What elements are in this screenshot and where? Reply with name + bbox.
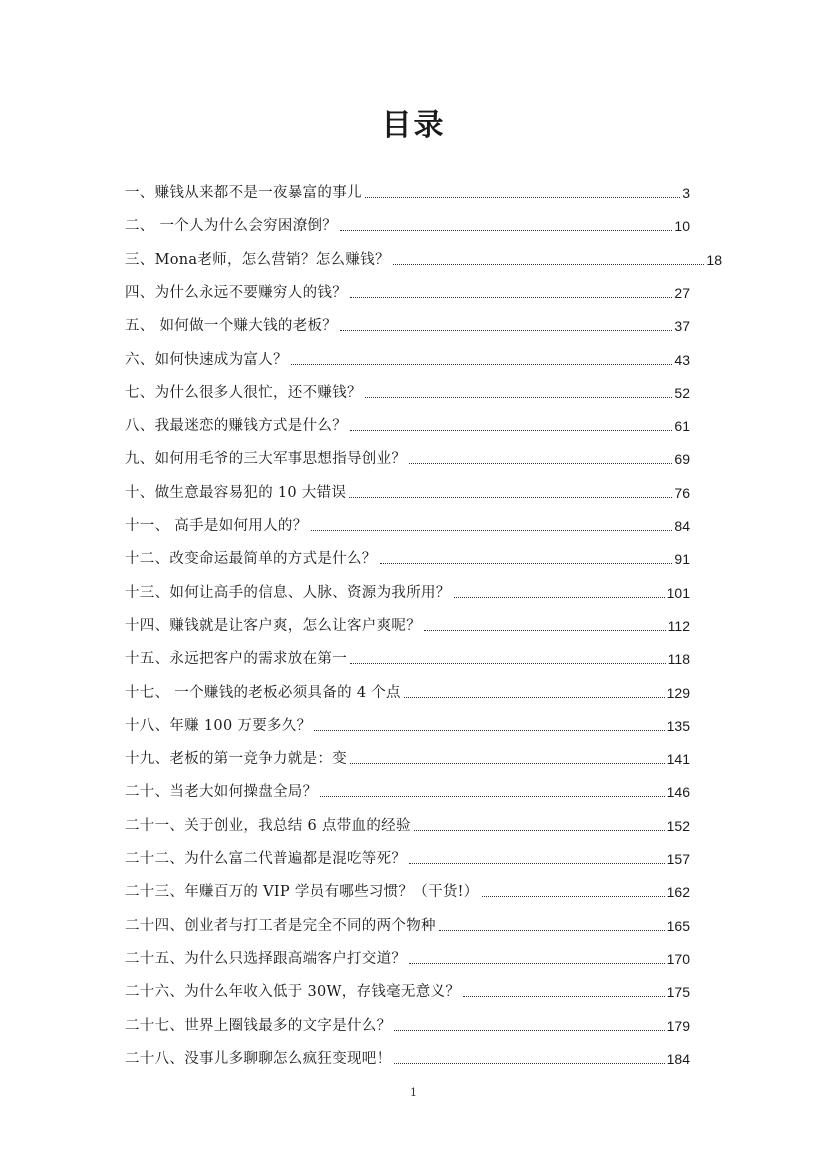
toc-entry-page: 76 [674, 484, 690, 501]
toc-entry-page: 157 [666, 851, 690, 867]
page-title: 目录 [381, 108, 446, 143]
toc-entry-page: 3 [682, 185, 690, 201]
toc-entry[interactable] [125, 370, 690, 403]
toc-entry-page: 101 [666, 584, 690, 601]
toc-dot-leader [350, 297, 672, 298]
toc-dot-leader [439, 930, 665, 931]
toc-dot-leader [350, 763, 665, 764]
toc-entry-title: 一、赚钱从来都不是一夜暴富的事儿 [125, 185, 362, 201]
page-number: 1 [410, 1086, 417, 1099]
toc-entry-title: 二十、当老大如何操盘全局？ [125, 784, 318, 801]
toc-entry-page: 135 [666, 717, 690, 734]
toc-entry[interactable] [125, 503, 690, 536]
toc-dot-leader [404, 697, 665, 698]
toc-entry-title: 十七、 一个赚钱的老板必须具备的 4 个点 [125, 684, 401, 701]
toc-entry-page: 129 [666, 684, 690, 701]
toc-entry[interactable] [125, 670, 690, 703]
toc-dot-leader [350, 663, 666, 664]
toc-entry-title: 十四、赚钱就是让客户爽，怎么让客户爽呢？ [125, 617, 421, 634]
toc-entry-title: 二十四、创业者与打工者是完全不同的两个物种 [125, 917, 436, 934]
toc-entry[interactable] [125, 869, 690, 902]
toc-entry-page: 91 [674, 551, 690, 568]
toc-entry-page: 61 [674, 418, 690, 435]
toc-entry[interactable] [125, 303, 690, 336]
toc-entry-page: 184 [666, 1050, 690, 1067]
toc-dot-leader [394, 1030, 664, 1031]
toc-entry-title: 二十六、为什么年收入低于 30W，存钱毫无意义？ [125, 984, 461, 1001]
toc-dot-leader [380, 563, 673, 564]
toc-entry[interactable] [125, 903, 690, 936]
toc-entry-page: 146 [666, 784, 690, 801]
toc-entry[interactable] [125, 270, 690, 303]
toc-entry-title: 九、如何用毛爷的三大军事思想指导创业？ [125, 451, 407, 468]
toc-dot-leader [394, 1063, 664, 1064]
toc-entry-page: 175 [666, 984, 690, 1001]
toc-entry-page: 43 [674, 351, 690, 368]
toc-entry-page: 10 [674, 218, 690, 235]
toc-entry-page: 165 [666, 917, 690, 934]
toc-dot-leader [409, 963, 664, 964]
toc-entry-page: 170 [666, 950, 690, 967]
toc-entry-page: 162 [666, 884, 690, 901]
toc-entry-title: 二十五、为什么只选择跟高端客户打交道？ [125, 950, 407, 967]
toc-entry-page: 69 [674, 451, 690, 468]
toc-entry-title: 二十七、世界上圈钱最多的文字是什么？ [125, 1017, 392, 1034]
toc-entry-page: 84 [674, 518, 690, 534]
toc-entry-page: 118 [667, 651, 690, 668]
toc-entry[interactable] [125, 203, 690, 236]
toc-entry[interactable] [125, 736, 690, 769]
toc-entry-title: 七、为什么很多人很忙，还不赚钱？ [125, 384, 362, 401]
toc-dot-leader [349, 497, 672, 498]
toc-entry-page: 52 [674, 384, 690, 401]
toc-dot-leader [311, 530, 673, 531]
toc-entry-title: 十、做生意最容易犯的 10 大错误 [125, 484, 347, 501]
toc-entry-title: 二十一、关于创业，我总结 6 点带血的经验 [125, 817, 411, 834]
toc-dot-leader [463, 996, 664, 997]
toc-dot-leader [409, 863, 664, 864]
toc-entry-page: 18 [706, 251, 722, 268]
toc-entry-title: 八、我最迷恋的赚钱方式是什么？ [125, 418, 347, 435]
toc-entry[interactable] [125, 470, 690, 503]
toc-entry[interactable] [125, 636, 690, 669]
toc-dot-leader [454, 597, 665, 598]
toc-entry-page: 27 [674, 284, 690, 301]
toc-entry[interactable] [125, 170, 690, 203]
toc-entry[interactable] [125, 237, 722, 270]
toc-entry-title: 六、如何快速成为富人？ [125, 351, 288, 368]
toc-entry[interactable] [125, 403, 690, 436]
toc-entry-title: 五、 如何做一个赚大钱的老板？ [125, 318, 338, 335]
toc-dot-leader [340, 230, 672, 231]
toc-entry-title: 十二、改变命运最简单的方式是什么？ [125, 551, 377, 568]
toc-dot-leader [291, 364, 673, 365]
toc-entry-page: 112 [667, 617, 690, 634]
toc-entry[interactable] [125, 436, 690, 469]
toc-entry-title: 十八、年赚 100 万要多久？ [125, 717, 312, 734]
toc-dot-leader [409, 463, 672, 464]
toc-dot-leader [365, 197, 680, 198]
toc-entry-page: 152 [666, 817, 690, 834]
toc-dot-leader [365, 397, 673, 398]
toc-dot-leader [482, 896, 665, 897]
toc-entry-title: 二十八、没事儿多聊聊怎么疯狂变现吧！ [125, 1050, 392, 1067]
toc-entry[interactable] [125, 836, 690, 869]
toc-entry-title: 二十二、为什么富二代普遍都是混吃等死？ [125, 851, 407, 867]
toc-entry[interactable] [125, 570, 690, 603]
toc-dot-leader [314, 730, 664, 731]
toc-entry-title: 十九、老板的第一竞争力就是：变 [125, 751, 347, 768]
toc-entry-page: 37 [674, 318, 690, 335]
toc-entry-title: 三、Mona老师，怎么营销？怎么赚钱？ [125, 251, 390, 268]
toc-dot-leader [393, 264, 705, 265]
toc-entry[interactable] [125, 536, 690, 569]
toc-dot-leader [424, 630, 666, 631]
toc-entry[interactable] [125, 803, 690, 836]
toc-entry-title: 二、 一个人为什么会穷困潦倒？ [125, 218, 338, 235]
toc-entry-title: 四、为什么永远不要赚穷人的钱？ [125, 284, 347, 301]
toc-entry[interactable] [125, 769, 690, 802]
toc-dot-leader [320, 796, 664, 797]
toc-entry[interactable] [125, 969, 690, 1002]
toc-entry-title: 十五、永远把客户的需求放在第一 [125, 651, 347, 668]
toc-entry-page: 179 [666, 1017, 690, 1034]
toc-entry-title: 十三、如何让高手的信息、人脉、资源为我所用？ [125, 584, 451, 601]
toc-entry-page: 141 [666, 751, 690, 768]
toc-dot-leader [350, 430, 672, 431]
toc-dot-leader [414, 830, 665, 831]
toc-entry[interactable] [125, 337, 690, 370]
toc-dot-leader [340, 330, 672, 331]
toc-entry-title: 十一、 高手是如何用人的？ [125, 518, 308, 534]
toc-entry[interactable] [125, 603, 690, 636]
toc-entry[interactable] [125, 936, 690, 969]
toc-entry[interactable] [125, 1036, 690, 1069]
toc-entry-title: 二十三、年赚百万的 VIP 学员有哪些习惯？（干货!） [125, 884, 479, 901]
toc-entry[interactable] [125, 703, 690, 736]
toc-entry[interactable] [125, 1003, 690, 1036]
